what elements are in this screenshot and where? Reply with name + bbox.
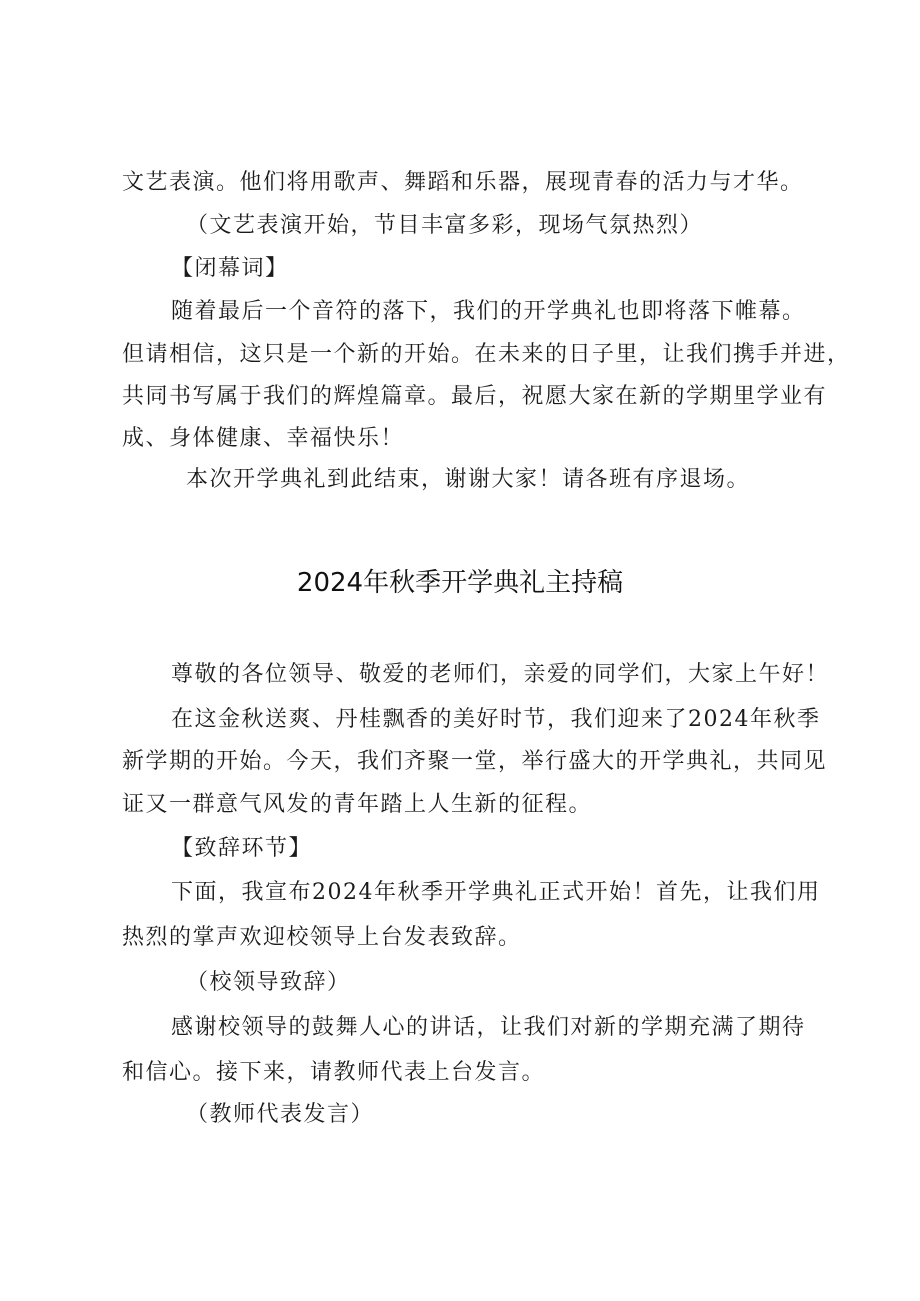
section-heading: 【闭幕词】: [171, 256, 289, 281]
section-heading: 【致辞环节】: [171, 836, 313, 861]
paragraph-line: 本次开学典礼到此结束，谢谢大家！请各班有序退场。: [186, 467, 751, 492]
paragraph-line: 在这金秋送爽、丹桂飘香的美好时节，我们迎来了2024年秋季: [171, 707, 821, 732]
stage-direction: （教师代表发言）: [186, 1102, 375, 1127]
paragraph-line: 但请相信，这只是一个新的开始。在未来的日子里，让我们携手并进，: [122, 342, 851, 367]
paragraph-line: 感谢校领导的鼓舞人心的讲话，让我们对新的学期充满了期待: [171, 1015, 806, 1040]
document-title: 2024年秋季开学典礼主持稿: [296, 568, 624, 598]
stage-direction: （校领导致辞）: [186, 970, 351, 995]
paragraph-line: 和信心。接下来，请教师代表上台发言。: [122, 1060, 546, 1085]
paragraph-line: 共同书写属于我们的辉煌篇章。最后，祝愿大家在新的学期里学业有: [122, 384, 828, 409]
stage-direction: （文艺表演开始，节目丰富多彩，现场气氛热烈）: [186, 213, 704, 238]
paragraph-line: 新学期的开始。今天，我们齐聚一堂，举行盛大的开学典礼，共同见: [122, 749, 828, 774]
paragraph-line: 文艺表演。他们将用歌声、舞蹈和乐器，展现青春的活力与才华。: [122, 170, 804, 195]
paragraph-line: 证又一群意气风发的青年踏上人生新的征程。: [122, 792, 593, 817]
paragraph-line: 成、身体健康、幸福快乐！: [122, 426, 405, 451]
paragraph-line: 随着最后一个音符的落下，我们的开学典礼也即将落下帷幕。: [171, 299, 806, 324]
paragraph-line: 下面，我宣布2024年秋季开学典礼正式开始！首先，让我们用: [171, 880, 821, 905]
greeting-line: 尊敬的各位领导、敬爱的老师们，亲爱的同学们，大家上午好！: [171, 662, 830, 687]
paragraph-line: 热烈的掌声欢迎校领导上台发表致辞。: [122, 925, 522, 950]
